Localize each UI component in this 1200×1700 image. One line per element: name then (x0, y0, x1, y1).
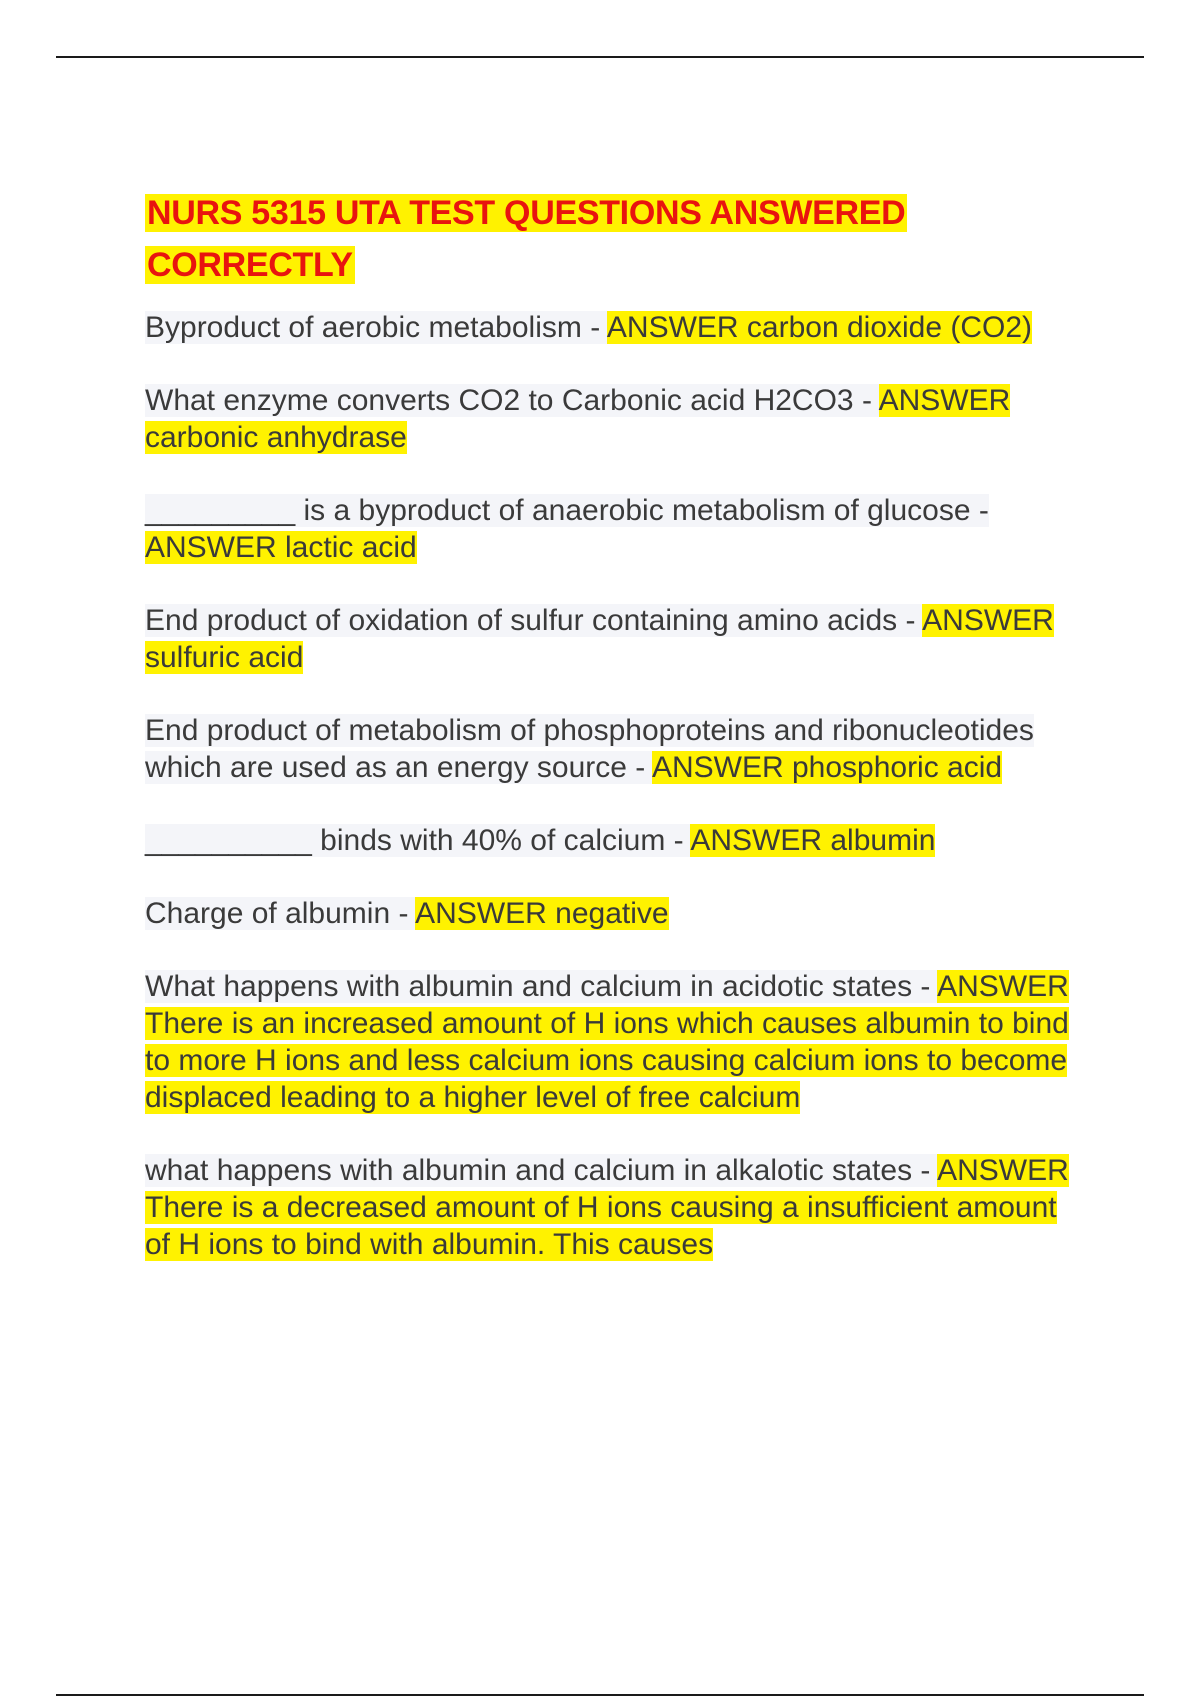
qa-item-3 (145, 492, 1085, 566)
qa-item-9 (145, 1152, 1085, 1263)
qa-item-2 (145, 382, 1085, 456)
question-text: __________ binds with 40% of calcium - (145, 824, 691, 857)
document-title (145, 187, 1085, 291)
question-text: End product of oxidation of sulfur containing amino acids - (145, 604, 923, 637)
answer-text: ANSWER There is a decreased amount of H ions causing a insufficient amount of H ions to bind with albumin. This causes (145, 1154, 1069, 1261)
qa-item-7 (145, 895, 1085, 932)
qa-item-6 (145, 822, 1085, 859)
question-text: _________ is a byproduct of anaerobic metabolism of glucose - (145, 494, 989, 527)
qa-item-1 (145, 309, 1085, 346)
answer-text: ANSWER phosphoric acid (651, 751, 1003, 784)
document-body (145, 187, 1085, 1299)
question-text: What enzyme converts CO2 to Carbonic acid H2CO3 - (145, 384, 879, 417)
header-rule (56, 56, 1144, 58)
question-text: what happens with albumin and calcium in alkalotic states - (145, 1154, 938, 1187)
qa-item-5 (145, 712, 1085, 786)
answer-text: ANSWER carbon dioxide (CO2) (606, 311, 1033, 344)
answer-text: ANSWER negative (415, 897, 669, 930)
document-title-text: NURS 5315 UTA TEST QUESTIONS ANSWERED CORRECTLY (147, 194, 906, 284)
question-text: Charge of albumin - (145, 897, 416, 930)
footer-rule (56, 1694, 1144, 1696)
answer-text: ANSWER albumin (690, 824, 936, 857)
answer-text: ANSWER There is an increased amount of H ions which causes albumin to bind to more H ions and less calcium ions causing calcium ions to become displaced leading to a higher level of free calcium (145, 970, 1069, 1114)
qa-item-4 (145, 602, 1085, 676)
question-text: End product of metabolism of phosphoproteins and ribonucleotides which are used as an energy source - (145, 714, 1034, 784)
qa-item-8 (145, 968, 1085, 1116)
question-text: Byproduct of aerobic metabolism - (145, 311, 607, 344)
answer-text: ANSWER sulfuric acid (145, 604, 1054, 674)
answer-text: ANSWER lactic acid (145, 531, 417, 564)
answer-text: ANSWER carbonic anhydrase (145, 384, 1011, 454)
question-text: What happens with albumin and calcium in acidotic states - (145, 970, 938, 1003)
